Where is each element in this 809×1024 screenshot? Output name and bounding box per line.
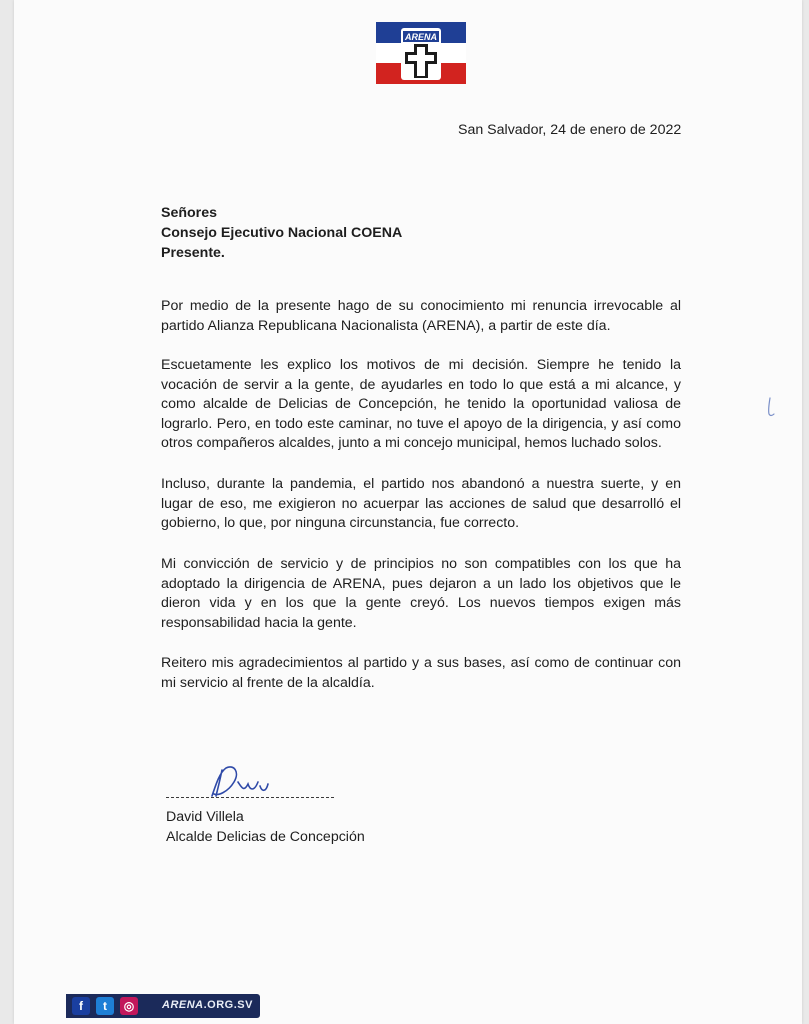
paragraph-line: adoptado la dirigencia de ARENA, pues dejaron a un lado los objetivos que le <box>161 575 681 592</box>
paragraph-line: Mi convicción de servicio y de principios no son compatibles con los que ha <box>161 556 681 572</box>
signature-line <box>166 797 334 798</box>
paragraph-line: mi servicio al frente de la alcaldía. <box>161 674 375 691</box>
paragraph-line: Por medio de la presente hago de su conocimiento mi renuncia irrevocable al <box>161 298 681 314</box>
facebook-icon[interactable]: f <box>72 997 90 1015</box>
paragraph <box>161 297 681 336</box>
instagram-icon[interactable]: ◎ <box>120 997 138 1015</box>
paragraph-line: como alcalde de Delicias de Concepción, he tenido la oportunidad valiosa de <box>161 396 681 412</box>
paragraph-line: Reitero mis agradecimientos al partido y a sus bases, así como de continuar con <box>161 655 681 671</box>
paragraph-line: lograrlo. Pero, en todo este caminar, no tuve el apoyo de la dirigencia, y así como <box>161 415 681 432</box>
paragraph-line: otros compañeros alcaldes, junto a mi concejo municipal, hemos luchado solos. <box>161 435 662 451</box>
arena-logo <box>376 22 466 84</box>
paragraph-line: Incluso, durante la pandemia, el partido nos abandonó a nuestra suerte, y en <box>161 476 681 492</box>
paragraph-line: vocación de servir a la gente, de ayudarles en todo lo que está a mi alcance, y <box>161 376 681 393</box>
margin-pen-mark <box>762 394 782 420</box>
paragraph <box>161 555 681 633</box>
website-brand: ARENA <box>162 999 204 1011</box>
signer-name: David Villela <box>166 809 244 825</box>
paragraph <box>161 356 681 454</box>
paragraph-line: responsabilidad hacia la gente. <box>161 614 357 631</box>
paragraph-line: lugar de eso, me exigieron no acuerpar las acciones de salud que desarrolló el <box>161 495 681 512</box>
recipient-line: Presente. <box>161 245 225 261</box>
paragraph <box>161 475 681 534</box>
handwritten-signature <box>164 762 344 802</box>
website-suffix: .ORG.SV <box>203 999 253 1011</box>
paragraph-line: dieron vida y en los que la gente creyó. Los nuevos tiempos exigen más <box>161 595 681 611</box>
letter-page <box>14 0 802 1024</box>
logo-text: ARENA <box>404 32 438 42</box>
paragraph-line: gobierno, lo que, por ninguna circunstancia, fue correcto. <box>161 515 520 531</box>
paragraph <box>161 654 681 693</box>
recipient-line: Consejo Ejecutivo Nacional COENA <box>161 225 403 241</box>
paragraph-line: Escuetamente les explico los motivos de mi decisión. Siempre he tenido la <box>161 357 681 373</box>
signer-title: Alcalde Delicias de Concepción <box>166 829 365 845</box>
footer-bar <box>66 994 260 1018</box>
recipient-line: Señores <box>161 205 217 221</box>
twitter-icon[interactable]: t <box>96 997 114 1015</box>
paragraph-line: partido Alianza Republicana Nacionalista (ARENA), a partir de este día. <box>161 317 611 334</box>
website-link[interactable] <box>162 999 253 1011</box>
signer-block <box>166 808 365 848</box>
place-date: San Salvador, 24 de enero de 2022 <box>458 122 682 138</box>
recipient-block <box>161 204 402 264</box>
